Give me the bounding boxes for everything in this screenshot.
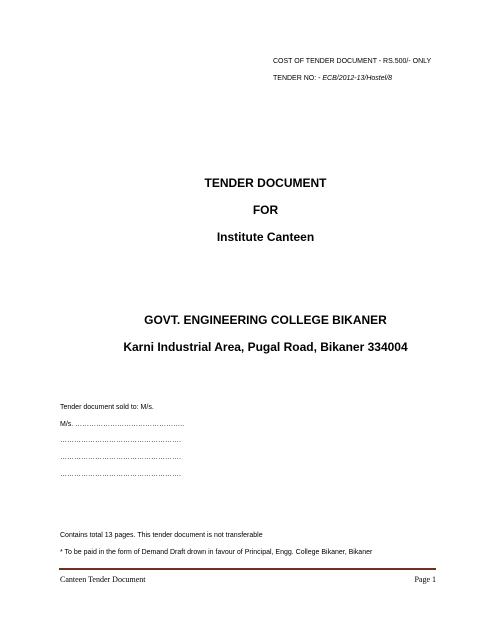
document-subject: Institute Canteen	[216, 230, 315, 244]
tender-number-value: ECB/2012-13/Hostel/8	[322, 75, 393, 82]
document-title: TENDER DOCUMENT	[204, 176, 327, 190]
sold-to-line: …………………………………………….	[60, 437, 181, 444]
sold-to-line: M/s. ………………………………………..	[60, 421, 185, 428]
college-address: Karni Industrial Area, Pugal Road, Bikaner 334004	[123, 340, 408, 354]
footer-divider	[59, 568, 436, 570]
college-name: GOVT. ENGINEERING COLLEGE BIKANER	[144, 313, 387, 327]
tender-number-line	[273, 74, 392, 83]
sold-to-label: Tender document sold to: M/s.	[60, 404, 154, 411]
page-count-note: Contains total 13 pages. This tender document is not transferable	[60, 532, 263, 539]
footer-page-number: Page 1	[414, 575, 436, 584]
tender-number-label: TENDER NO: -	[273, 75, 323, 82]
footer-document-name: Canteen Tender Document	[60, 575, 146, 584]
demand-draft-note: * To be paid in the form of Demand Draft drown in favour of Principal, Engg. College Bikaner, Bikaner	[60, 549, 373, 556]
document-title-for: FOR	[252, 203, 279, 217]
tender-cost-line: COST OF TENDER DOCUMENT - RS.500/- ONLY	[273, 58, 432, 65]
sold-to-line: …………………………………………….	[60, 454, 181, 461]
sold-to-line: …………………………………………….	[60, 471, 181, 478]
